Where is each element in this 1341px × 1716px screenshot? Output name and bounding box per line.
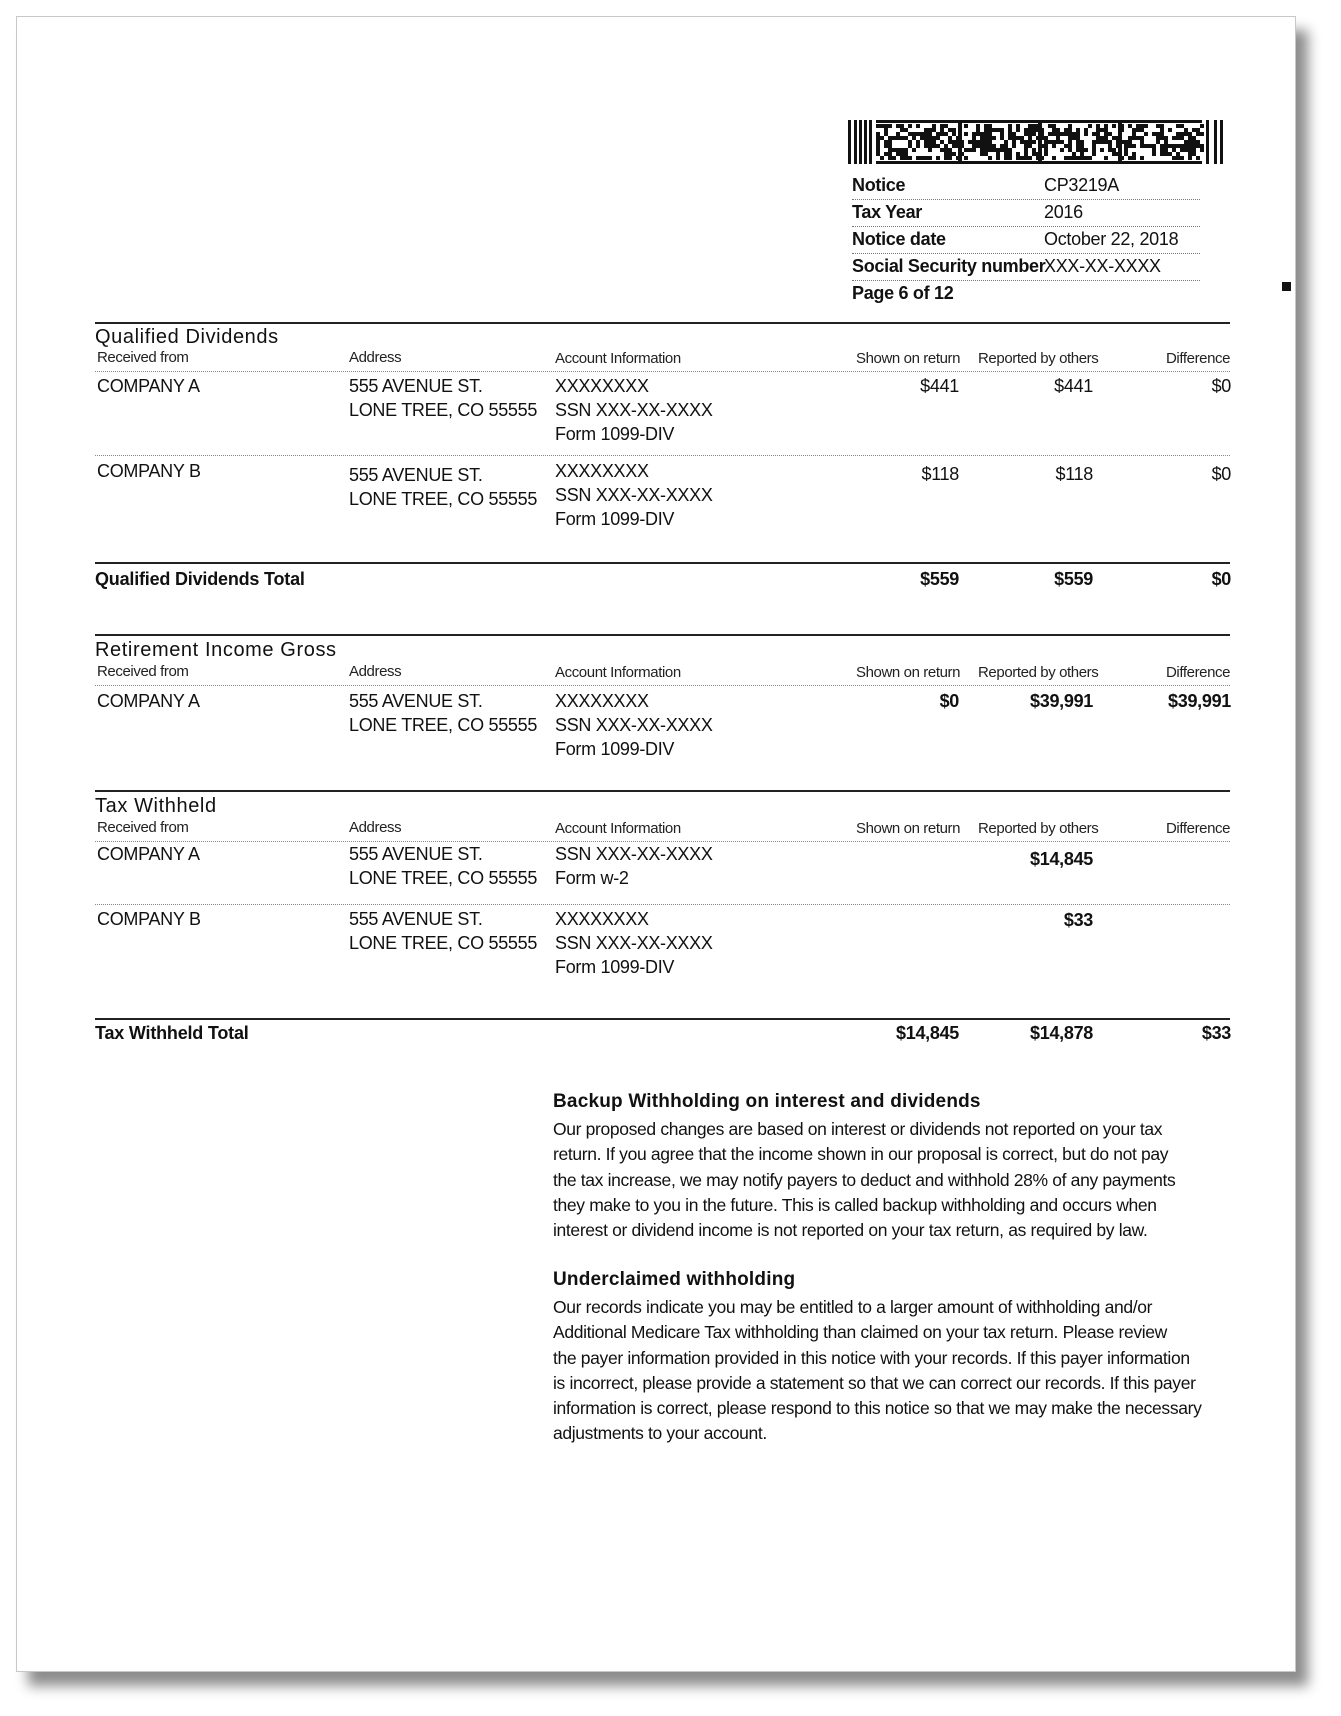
reported-amount: $441 [1054, 376, 1093, 396]
payer-name: COMPANY B [97, 461, 201, 481]
tax-year-value: 2016 [1044, 202, 1083, 222]
col-reported-by-others: Reported by others [978, 350, 1099, 367]
total-rule [95, 1018, 1230, 1020]
account-line: XXXXXXXX [555, 376, 649, 396]
note-line: is incorrect, please provide a statement so that we can correct our records. If this payer [553, 1372, 1196, 1393]
total-shown: $14,845 [896, 1023, 959, 1043]
account-line: SSN XXX-XX-XXXX [555, 400, 713, 420]
difference-amount: $39,991 [1168, 691, 1231, 711]
total-reported: $14,878 [1030, 1023, 1093, 1043]
account-line: SSN XXX-XX-XXXX [555, 933, 713, 953]
account-info [555, 842, 713, 890]
header-divider [95, 371, 1230, 372]
note-body-backup-withholding [553, 1117, 1229, 1243]
note-line: return. If you agree that the income shown in our proposal is correct, but do not pay [553, 1144, 1169, 1165]
shown-amount: $0 [939, 691, 959, 711]
ssn-value: XXX-XX-XXXX [1044, 256, 1161, 276]
col-difference: Difference [1166, 820, 1231, 837]
note-line: information is correct, please respond to this notice so that we may make the necessary [553, 1398, 1202, 1419]
total-label: Qualified Dividends Total [95, 569, 305, 589]
section-title-qualified-dividends: Qualified Dividends [95, 326, 279, 348]
note-line: Our records indicate you may be entitled to a larger amount of withholding and/or [553, 1297, 1153, 1317]
address-line: 555 AVENUE ST. [349, 844, 483, 864]
col-received-from: Received from [97, 819, 189, 836]
account-line: XXXXXXXX [555, 461, 649, 481]
payer-name: COMPANY A [97, 691, 200, 711]
payer-address [349, 463, 537, 511]
section-rule [95, 322, 1230, 324]
payer-address [349, 842, 537, 890]
payer-address [349, 907, 537, 955]
account-info [555, 689, 713, 761]
total-difference: $33 [1201, 1023, 1231, 1043]
col-shown-on-return: Shown on return [856, 350, 961, 367]
section-rule [95, 790, 1230, 792]
shown-amount: $441 [920, 376, 959, 396]
account-info [555, 374, 713, 446]
tax-year-label: Tax Year [852, 202, 922, 222]
col-received-from: Received from [97, 663, 189, 680]
notice-date-label: Notice date [852, 229, 946, 249]
section-rule [95, 634, 1230, 636]
address-line: 555 AVENUE ST. [349, 465, 483, 485]
account-line: XXXXXXXX [555, 909, 649, 929]
col-difference: Difference [1166, 350, 1231, 367]
payer-address [349, 689, 537, 737]
address-line: LONE TREE, CO 55555 [349, 489, 538, 509]
ssn-row [852, 253, 1200, 281]
account-line: Form w-2 [555, 868, 629, 888]
tax-year-row [852, 199, 1200, 227]
reported-amount: $14,845 [1030, 849, 1093, 869]
note-line: Additional Medicare Tax withholding than claimed on your tax return. Please review [553, 1322, 1167, 1343]
row-divider [95, 904, 1230, 905]
row-divider [95, 455, 1230, 456]
payer-name: COMPANY A [97, 844, 200, 864]
note-line: they make to you in the future. This is called backup withholding and occurs when [553, 1194, 1157, 1215]
col-received-from: Received from [97, 349, 189, 366]
account-info [555, 907, 713, 979]
col-address: Address [349, 663, 402, 680]
note-line: the payer information provided in this notice with your records. If this payer information [553, 1347, 1190, 1368]
notice-value: CP3219A [1044, 175, 1119, 195]
note-line: interest or dividend income is not reported on your tax return, as required by law. [553, 1220, 1148, 1241]
address-line: LONE TREE, CO 55555 [349, 400, 538, 420]
payer-name: COMPANY A [97, 376, 200, 396]
col-account-information: Account Information [555, 820, 681, 837]
notice-row [852, 172, 1200, 200]
section-title-retirement-income: Retirement Income Gross [95, 639, 337, 661]
col-account-information: Account Information [555, 350, 681, 367]
address-line: LONE TREE, CO 55555 [349, 868, 538, 888]
address-line: LONE TREE, CO 55555 [349, 933, 538, 953]
notice-date-value: October 22, 2018 [1044, 229, 1179, 249]
note-title-underclaimed-withholding: Underclaimed withholding [553, 1269, 796, 1290]
difference-amount: $0 [1211, 376, 1231, 396]
total-label: Tax Withheld Total [95, 1023, 249, 1043]
barcode-image [848, 120, 1224, 164]
col-reported-by-others: Reported by others [978, 664, 1099, 681]
col-reported-by-others: Reported by others [978, 820, 1099, 837]
difference-amount: $0 [1211, 464, 1231, 484]
note-line: adjustments to your account. [553, 1423, 767, 1444]
note-title-backup-withholding: Backup Withholding on interest and dividends [553, 1091, 981, 1112]
col-shown-on-return: Shown on return [856, 820, 961, 837]
account-line: SSN XXX-XX-XXXX [555, 844, 713, 864]
payer-address [349, 374, 537, 422]
total-reported: $559 [1054, 569, 1093, 589]
address-line: 555 AVENUE ST. [349, 909, 483, 929]
account-line: Form 1099-DIV [555, 957, 675, 977]
account-line: SSN XXX-XX-XXXX [555, 715, 713, 735]
note-line: Our proposed changes are based on interest or dividends not reported on your tax [553, 1119, 1163, 1139]
section-title-tax-withheld: Tax Withheld [95, 795, 217, 817]
reported-amount: $118 [1055, 464, 1093, 484]
account-info [555, 459, 713, 531]
header-divider [95, 685, 1230, 686]
account-line: SSN XXX-XX-XXXX [555, 485, 713, 505]
note-body-underclaimed-withholding [553, 1295, 1229, 1447]
reported-amount: $39,991 [1030, 691, 1093, 711]
account-line: Form 1099-DIV [555, 424, 675, 444]
note-line: the tax increase, we may notify payers to deduct and withhold 28% of any payments [553, 1169, 1176, 1190]
col-address: Address [349, 349, 402, 366]
account-line: Form 1099-DIV [555, 509, 675, 529]
address-line: 555 AVENUE ST. [349, 691, 483, 711]
notice-label: Notice [852, 175, 906, 195]
address-line: LONE TREE, CO 55555 [349, 715, 538, 735]
col-account-information: Account Information [555, 664, 681, 681]
ssn-label: Social Security number [852, 256, 1046, 276]
col-shown-on-return: Shown on return [856, 664, 961, 681]
notice-date-row [852, 226, 1200, 254]
account-line: XXXXXXXX [555, 691, 649, 711]
total-shown: $559 [920, 569, 959, 589]
payer-name: COMPANY B [97, 909, 201, 929]
page-number: Page 6 of 12 [852, 283, 954, 303]
shown-amount: $118 [921, 464, 959, 484]
registration-mark [1282, 282, 1291, 291]
address-line: 555 AVENUE ST. [349, 376, 483, 396]
col-difference: Difference [1166, 664, 1231, 681]
col-address: Address [349, 819, 402, 836]
total-difference: $0 [1211, 569, 1231, 589]
total-rule [95, 562, 1230, 564]
account-line: Form 1099-DIV [555, 739, 675, 759]
reported-amount: $33 [1063, 910, 1093, 930]
